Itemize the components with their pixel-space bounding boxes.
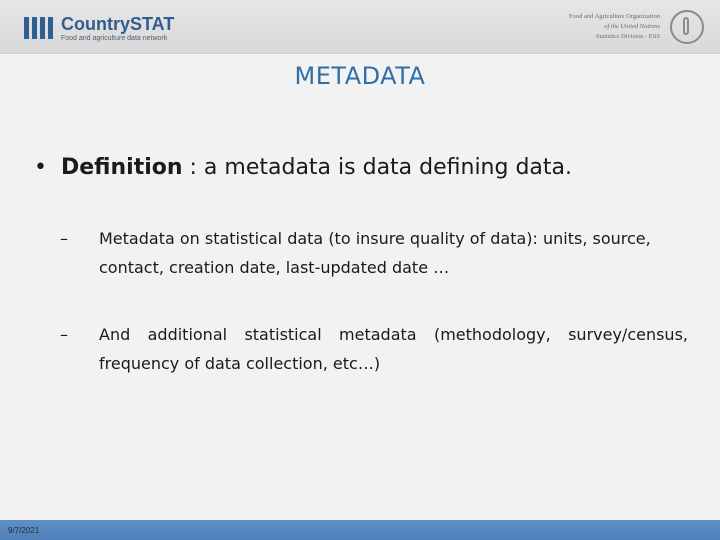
org-line-1: Food and Agriculture Organization bbox=[568, 13, 660, 20]
countrystat-logo bbox=[24, 14, 174, 42]
slide-date: 9/7/2021 bbox=[8, 526, 40, 535]
subpoint-text: Metadata on statistical data (to insure quality of data): units, source, contact, creation date, last-updated date … bbox=[99, 229, 651, 277]
slide-title: METADATA bbox=[294, 62, 426, 90]
footer-bar bbox=[0, 520, 720, 540]
bullet-icon: • bbox=[34, 155, 47, 180]
definition-bullet bbox=[34, 155, 694, 180]
org-line-3: Statistics Division - ESS bbox=[595, 33, 660, 40]
definition-text: : a metadata is data defining data. bbox=[189, 155, 573, 180]
fao-seal-icon bbox=[670, 10, 704, 44]
subpoint-methodology bbox=[60, 320, 688, 378]
org-lines bbox=[569, 12, 660, 42]
subpoint-units bbox=[60, 224, 688, 282]
brand-name: CountrySTAT bbox=[61, 13, 175, 34]
subpoint-text: And additional statistical metadata (methodology, survey/census, frequency of data collection, etc…) bbox=[99, 325, 688, 373]
fao-logo bbox=[569, 10, 704, 44]
header-bar bbox=[0, 0, 720, 54]
dash-icon: – bbox=[60, 229, 68, 248]
org-line-2: of the United Nations bbox=[604, 23, 660, 30]
countrystat-logo-icon bbox=[24, 17, 53, 39]
definition-label: Definition bbox=[61, 155, 183, 180]
brand-tagline: Food and agriculture data network bbox=[61, 34, 168, 42]
logo-text bbox=[61, 15, 174, 42]
dash-icon: – bbox=[60, 325, 68, 344]
